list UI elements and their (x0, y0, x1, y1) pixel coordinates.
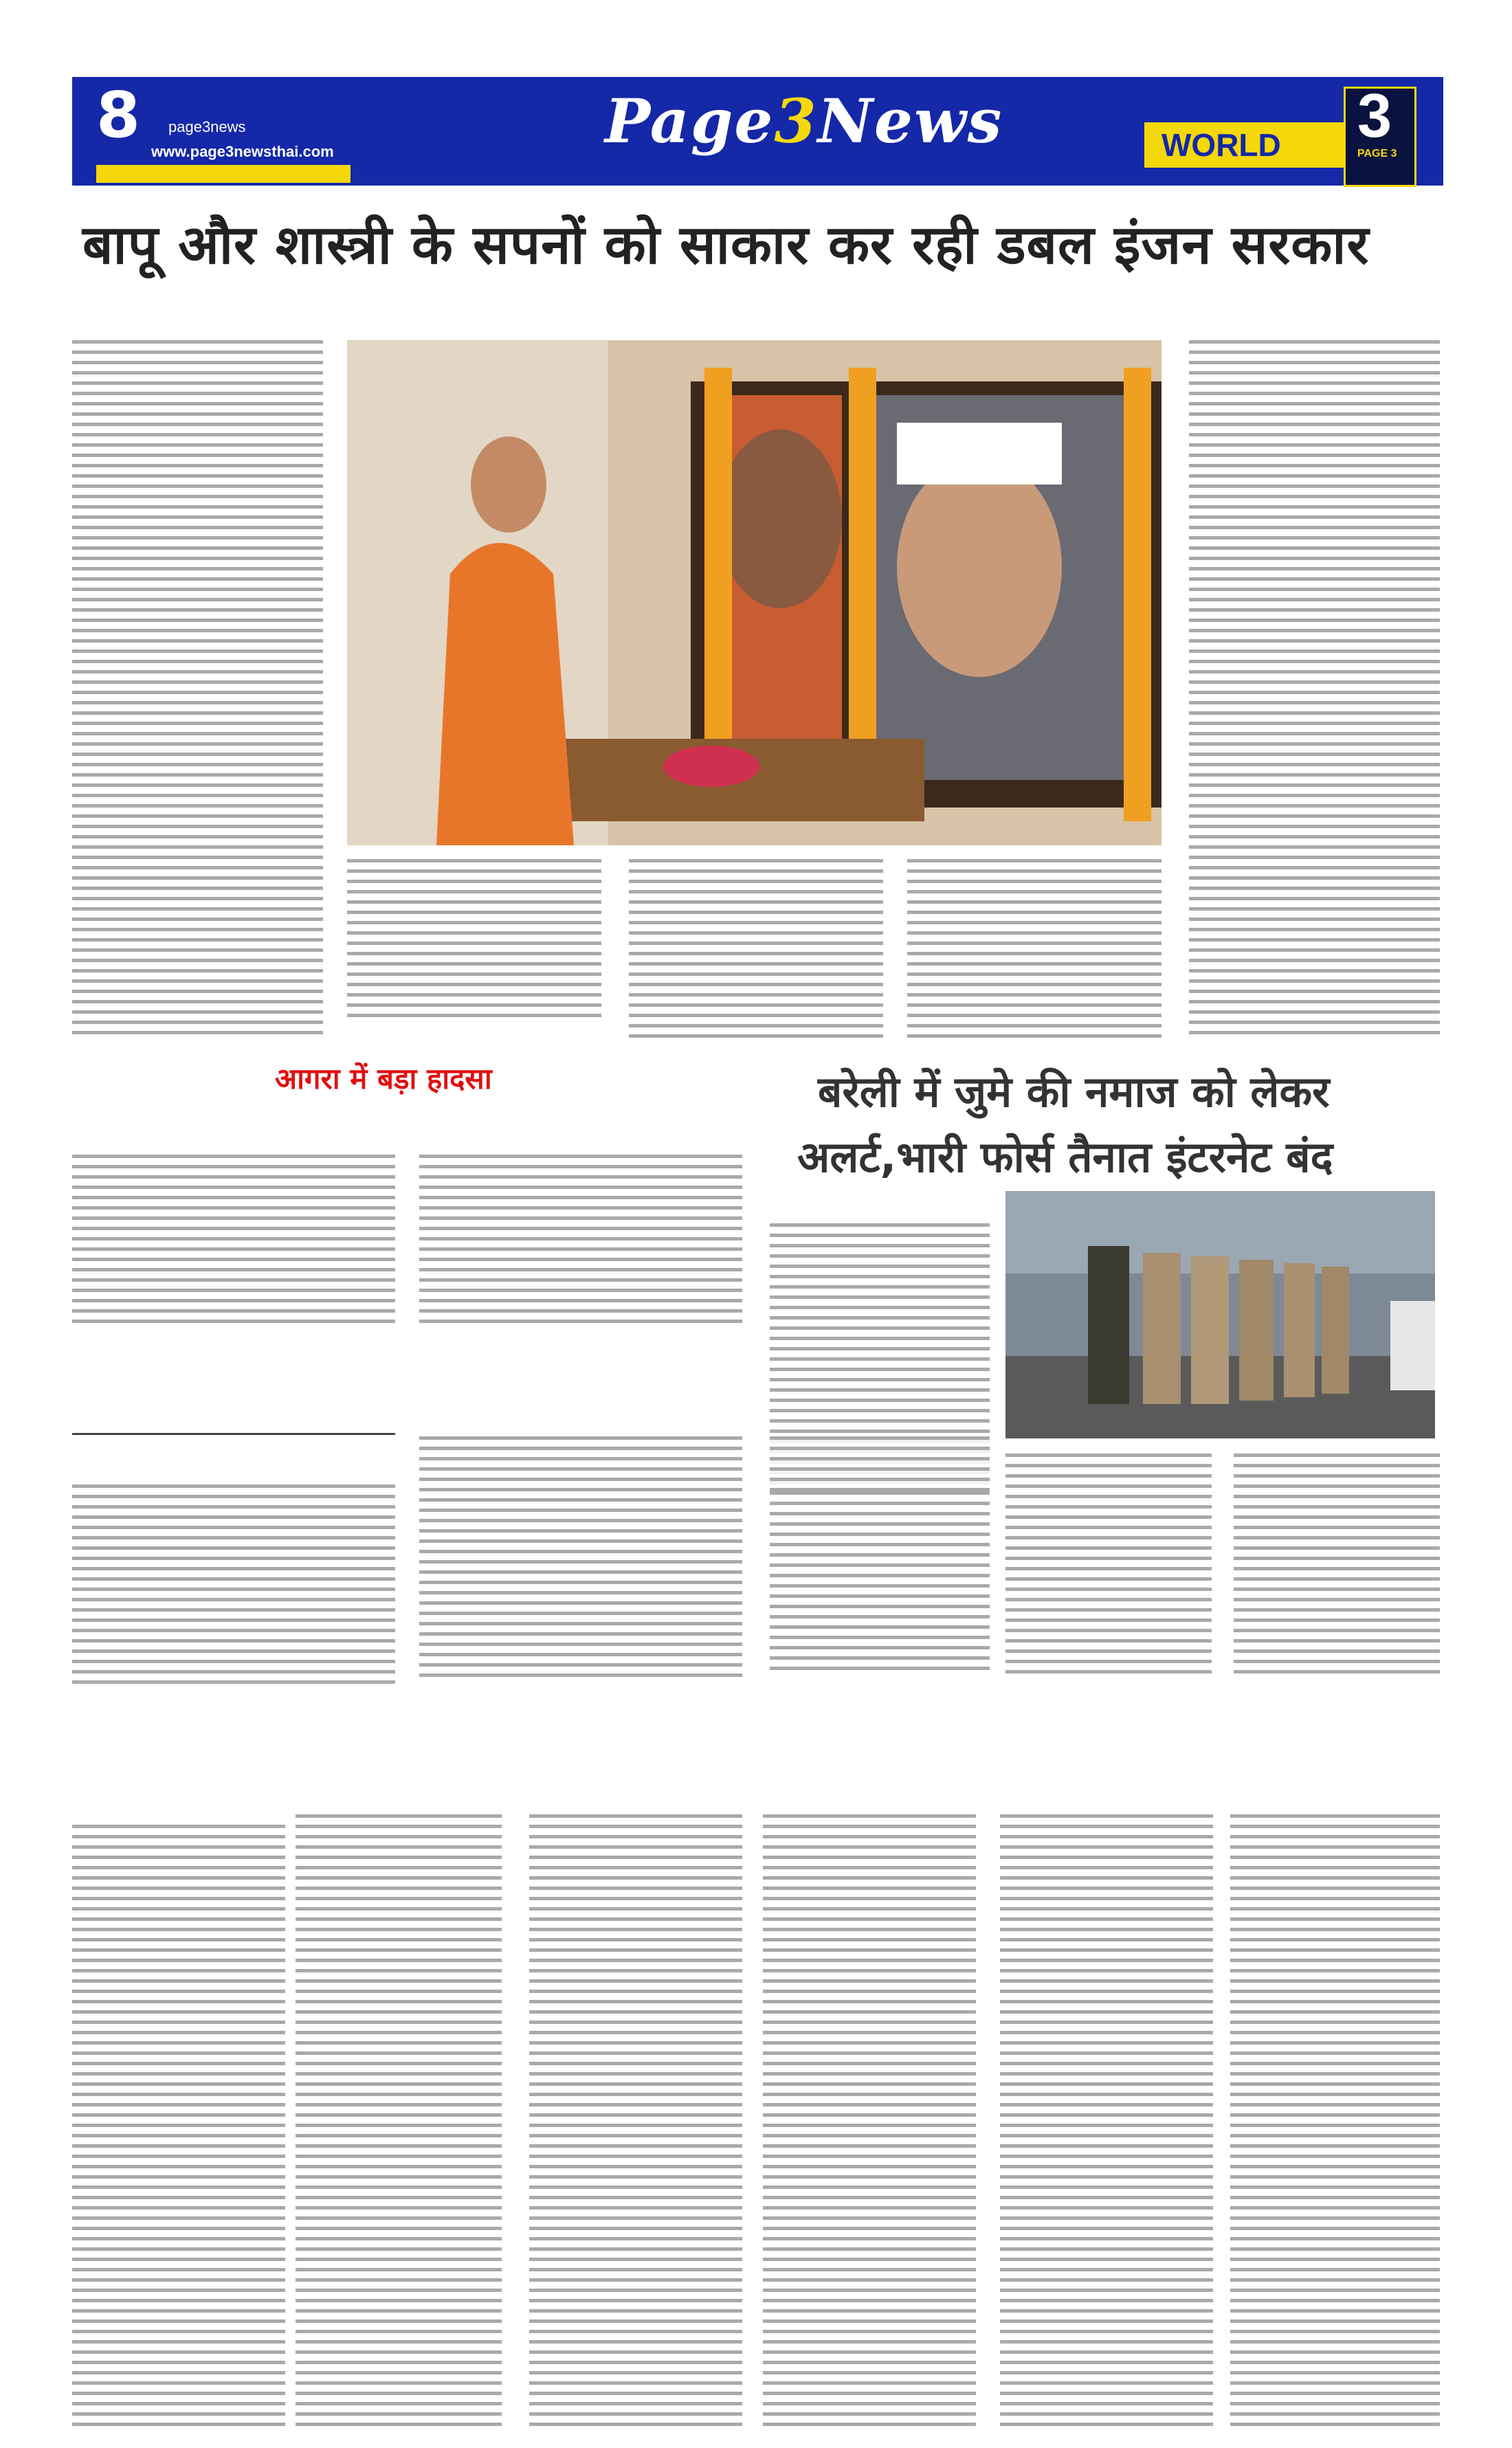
site-url[interactable]: www.page3newsthai.com (151, 143, 334, 160)
bareilly-photo (1005, 1191, 1435, 1438)
lead-story-column-right (1189, 340, 1440, 1034)
agra-kicker: आगरा में बड़ा हादसा (275, 1062, 492, 1095)
story4-column-1 (72, 1484, 395, 1684)
lead-story-column-2 (629, 859, 883, 1038)
corner-logo-digit: 3 (1357, 82, 1392, 151)
site-name: page3news (168, 118, 246, 135)
story6-column-1 (529, 1814, 742, 2429)
corner-logo-text: PAGE 3 (1357, 148, 1397, 159)
newspaper-logo (605, 85, 1003, 157)
story5-column-1 (72, 1825, 285, 2429)
agra-column-2 (419, 1155, 742, 1326)
date-strip (96, 165, 351, 183)
story6-column-3 (1000, 1814, 1213, 2429)
lead-story-photo (347, 340, 1161, 845)
story4-column-3 (770, 1436, 990, 1491)
story4-column-2 (419, 1436, 742, 1684)
logo-right: News (817, 85, 1003, 157)
bareilly-headline-line1: बरेली में जुमे की नमाज को लेकर (818, 1067, 1330, 1117)
section-label: WORLD (1161, 127, 1281, 163)
logo-three: 3 (774, 85, 818, 157)
logo-left: Page (605, 85, 775, 157)
lead-story-column-3 (907, 859, 1161, 1038)
story5-column-2 (296, 1814, 502, 2429)
tribute-photo-illustration (347, 340, 1161, 845)
bareilly-column-2 (1005, 1454, 1212, 1680)
police-force-illustration (1005, 1191, 1435, 1438)
lead-story-column-left (72, 340, 323, 1041)
bareilly-column-3 (1234, 1454, 1440, 1680)
agra-column-1 (72, 1155, 395, 1326)
lead-story-column-1 (347, 859, 601, 1024)
story6-column-4 (1230, 1814, 1440, 2429)
story4-rule (72, 1433, 395, 1435)
page-number: 8 (96, 78, 141, 152)
story6-column-2 (763, 1814, 976, 2429)
bareilly-headline-line2: अलर्ट,भारी फोर्स तैनात इंटरनेट बंद (797, 1132, 1333, 1182)
lead-headline: बापू और शास्त्री के सपनों को साकार कर रही डबल इंजन सरकार (82, 214, 1370, 276)
